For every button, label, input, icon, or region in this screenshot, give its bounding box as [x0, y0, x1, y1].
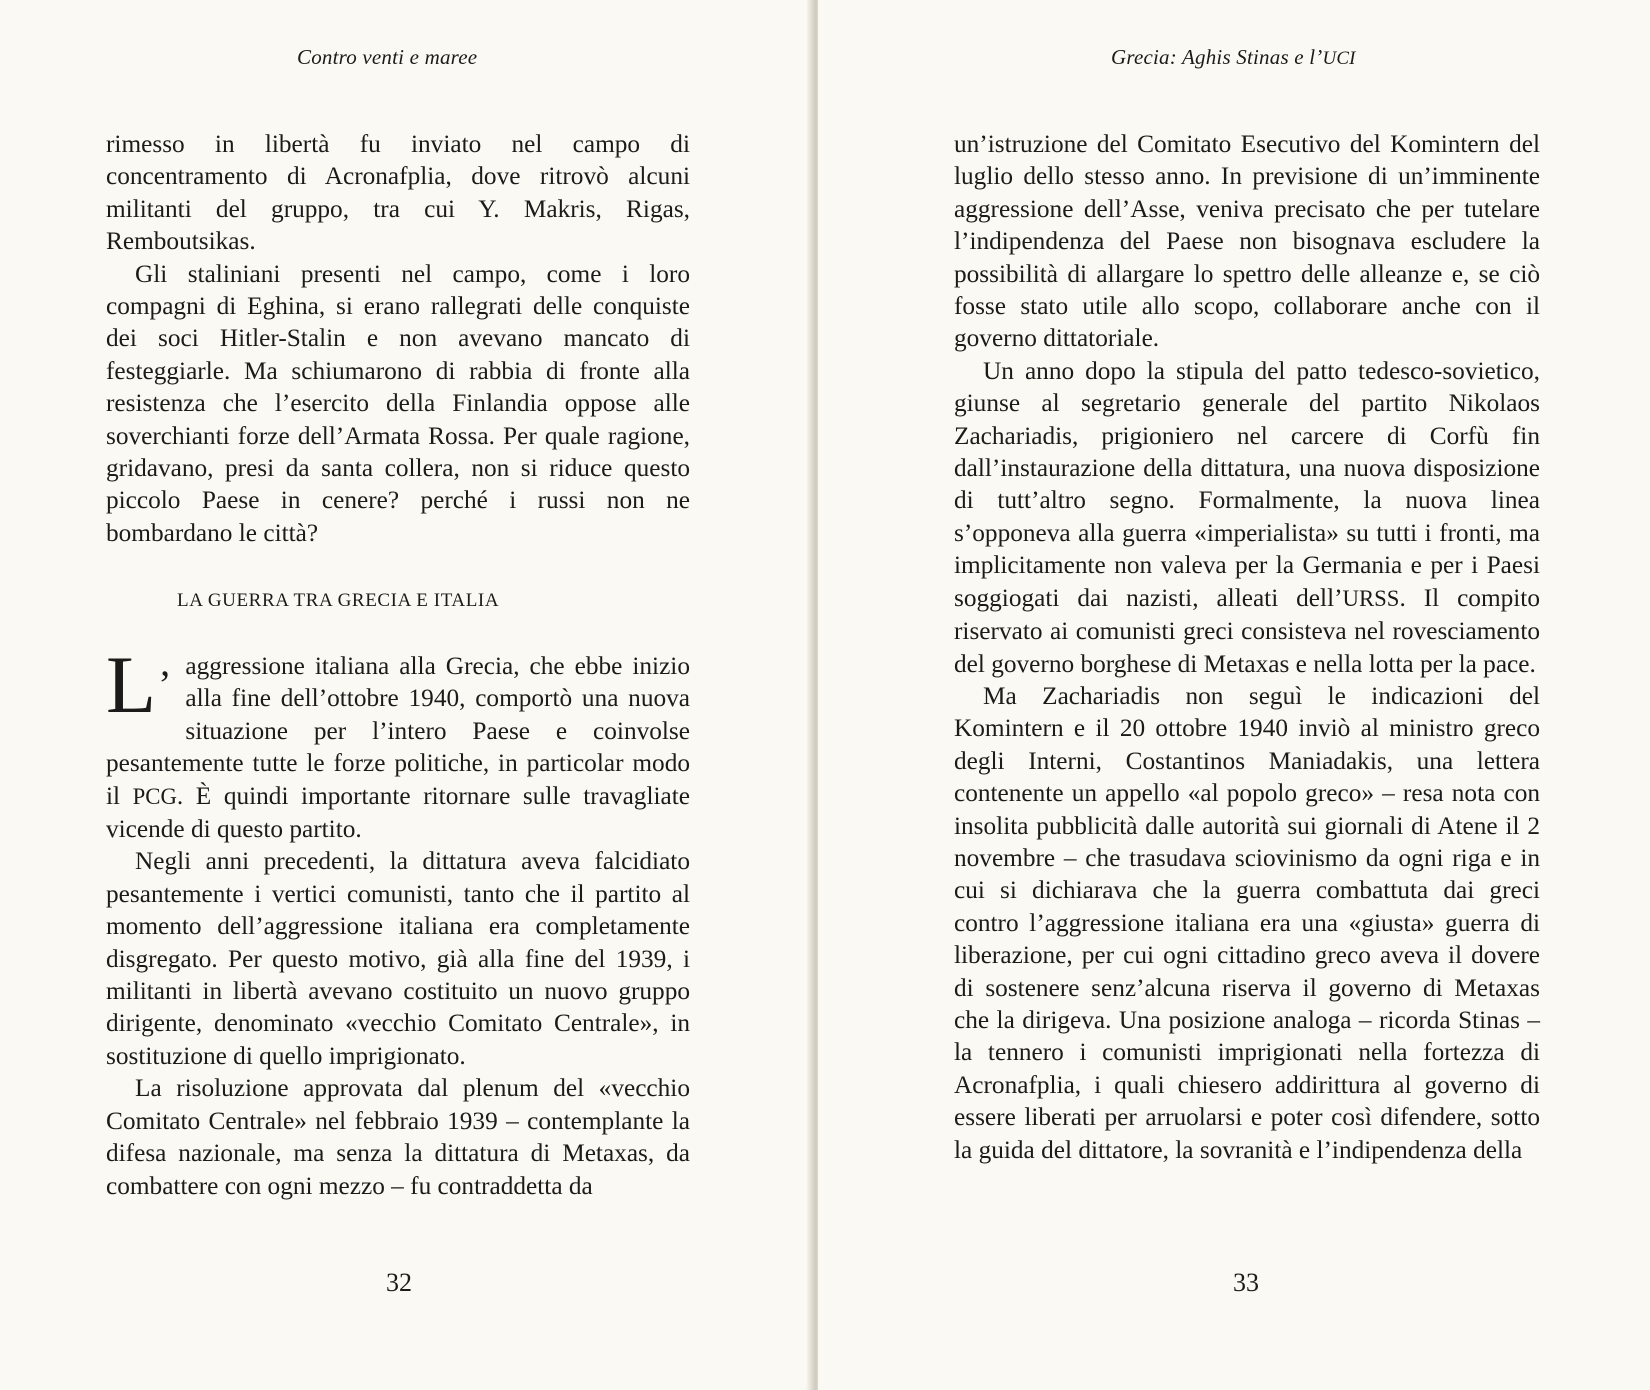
left-bottom-text — [106, 639, 690, 1202]
drop-cap-letter: L — [106, 639, 157, 730]
drop-cap-apostrophe: ’ — [158, 662, 172, 707]
paragraph: Negli anni precedenti, la dittatura aveva falcidiato pesantemente i vertici comunisti, tanto che il partito al momento dell’aggressione italiana era completamente disgregato. Per questo motivo, già alla fine del 1939, i militanti in libertà avevano costituito un nuovo gruppo dirigente, denominato «vecchio Comitato Centrale», in sostituzione di quello imprigionato. — [106, 847, 690, 1070]
abbreviation: UCI — [1322, 48, 1356, 69]
drop-cap — [106, 639, 172, 730]
abbreviation: URSS — [1342, 585, 1400, 611]
right-running-head — [1111, 45, 1356, 70]
paragraph — [106, 639, 690, 845]
paragraph-text: aggressione italiana alla Grecia, che ebbe inizio alla fine dell’ottobre 1940, comportò una nuova situazione per l’intero Paese e coinvolse pesantemente tutte le forze politiche, in particolar modo il — [106, 652, 690, 810]
paragraph-text: Un anno dopo la stipula del patto tedesco-sovietico, giunse al segretario generale del partito Nikolaos Zachariadis, prigioniero nel carcere di Corfù fin dall’instaurazione della dittatura, una nuova disposizione di tutt’altro segno. Formalmente, la nuova linea s’opponeva alla guerra «imperialista» su tutti i fronti, ma implicitamente non valeva per la Germania e per i Paesi soggiogati dai nazisti, alleati dell’ — [954, 356, 1540, 612]
right-page — [818, 0, 1650, 1390]
paragraph: Gli staliniani presenti nel campo, come i loro compagni di Eghina, si erano rallegrati delle conquiste dei soci Hitler-Stalin e non avevano mancato di festeggiarle. Ma schiumarono di rabbia di fronte alla resistenza che l’esercito della Finlandia oppose alle soverchianti forze dell’Armata Rossa. Per quale ragione, gridavano, presi da santa collera, non si riduce questo piccolo Paese in cenere? perché i russi non ne bombardano le città? — [106, 259, 690, 547]
paragraph: un’istruzione del Comitato Esecutivo del Komintern del luglio dello stesso anno. In previsione di un’imminente aggressione dell’Asse, veniva precisato che per tutelare l’indipendenza del Paese non bisognava escludere la possibilità di allargare lo spettro delle alleanze e, se ciò fosse stato utile allo scopo, collaborare anche con il governo dittatoriale. — [954, 130, 1540, 353]
paragraph: Ma Zachariadis non seguì le indicazioni del Komintern e il 20 ottobre 1940 inviò al ministro greco degli Interni, Costantinos Maniadakis, una lettera contenente un appello «al popolo greco» – resa nota con insolita pubblicità dalle autorità sui giornali di Atene il 2 novembre – che trasudava sciovinismo da ogni riga e in cui si dichiarava che la guerra combattuta dai greci contro l’aggressione italiana era una «giusta» guerra di liberazione, per cui ogni cittadino greco aveva il dovere di sostenere senz’alcuna riserva il governo di Metaxas che la dirigeva. Una posizione analoga – ricorda Stinas – la tennero i comunisti imprigionati nella fortezza di Acronafplia, i quali chiesero addirittura al governo di essere liberati per arruolarsi e poter così difendere, sotto la guida del dittatore, la sovranità e l’indipendenza della — [954, 681, 1540, 1164]
paragraph — [954, 355, 1540, 680]
paragraph: rimesso in libertà fu inviato nel campo di concentramento di Acronafplia, dove ritrovò alcuni militanti del gruppo, tra cui Y. Makris, Rigas, Remboutsikas. — [106, 130, 690, 256]
running-head-text: Grecia: Aghis Stinas e l’ — [1111, 45, 1323, 69]
right-text — [954, 128, 1540, 1166]
left-page — [0, 0, 812, 1390]
paragraph-text: . È quindi importante ritornare sulle travagliate vicende di questo partito. — [106, 781, 690, 844]
page-number: 32 — [386, 1268, 412, 1297]
left-running-head: Contro venti e maree — [297, 45, 478, 69]
page-number: 33 — [1233, 1268, 1259, 1297]
abbreviation: PCG — [132, 783, 177, 809]
left-top-text — [106, 128, 690, 549]
paragraph-text: . Il compito riservato ai comunisti greci consisteva nel rovesciamento del governo borghese di Metaxas e nella lotta per la pace. — [954, 583, 1540, 678]
paragraph: La risoluzione approvata dal plenum del «vecchio Comitato Centrale» nel febbraio 1939 – contemplante la difesa nazionale, ma senza la dittatura di Metaxas, da combattere con ogni mezzo – fu contraddetta da — [106, 1074, 690, 1200]
section-title: LA GUERRA TRA GRECIA E ITALIA — [177, 590, 500, 611]
